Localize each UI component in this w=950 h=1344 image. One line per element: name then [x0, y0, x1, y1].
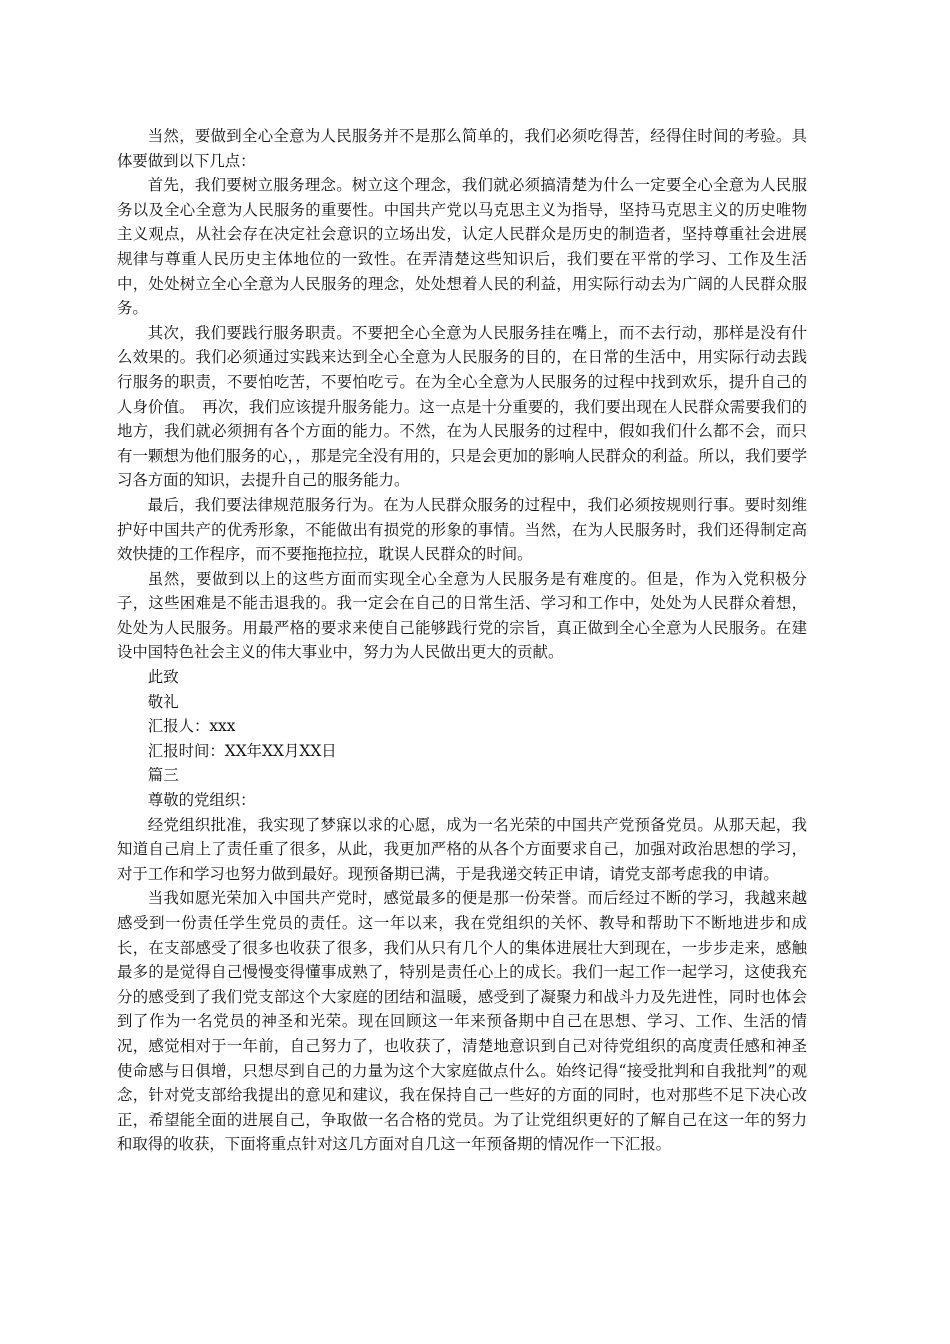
closing-salutation: 此致 — [147, 668, 179, 687]
paragraph-first-point: 首先，我们要树立服务理念。树立这个理念，我们就必须搞清楚为什么一定要全心全意为人民服务以及全心全意为人民服务的重要性。中国共产党以马克思主义为指导，坚持马克思主义的历史唯物主义观点，从社会存在决定社会意识的立场出发，认定人民群众是历史的制造者，坚持尊重社会进展规律与尊重人民历史主体地位的一致性。在弄清楚这些知识后，我们要在平常的学习、工作及生活中，处处树立全心全意为人民服务的理念，处处想着人民的利益，用实际行动去为广阔的人民群众服务。 — [117, 176, 807, 318]
reporter-line: 汇报人：xxx — [147, 717, 236, 736]
greeting-line: 尊敬的党组织： — [147, 791, 256, 810]
section-heading: 篇三 — [147, 766, 179, 785]
document-body — [117, 124, 807, 1157]
paragraph-last-point: 最后，我们要法律规范服务行为。在为人民群众服务的过程中，我们必须按规则行事。要时刻维护好中国共产的优秀形象，不能做出有损党的形象的事情。当然，在为人民服务时，我们还得制定高效快捷的工作程序，而不要拖拖拉拉，耽误人民群众的时间。 — [117, 495, 807, 564]
closing-regards: 敬礼 — [147, 692, 179, 711]
paragraph-conclusion: 虽然，要做到以上的这些方面而实现全心全意为人民服务是有难度的。但是，作为入党积极分子，这些困难是不能击退我的。我一定会在自己的日常生活、学习和工作中，处处为人民群众着想，处处为人民服务。用最严格的要求来使自己能够践行党的宗旨，真正做到全心全意为人民服务。在建设中国特色社会主义的伟大事业中，努力为人民做出更大的贡献。 — [117, 569, 807, 662]
paragraph-second-point: 其次，我们要践行服务职责。不要把全心全意为人民服务挂在嘴上，而不去行动，那样是没有什么效果的。我们必须通过实践来达到全心全意为人民服务的目的，在日常的生活中，用实际行动去践行服务的职责，不要怕吃苦，不要怕吃亏。在为全心全意为人民服务的过程中找到欢乐，提升自己的人身价值。 再次，我们应该提升服务能力。这一点是十分重要的，我们要出现在人民群众需要我们的地方，我们就必须拥有各个方面的能力。不然，在为人民服务的过程中，假如我们什么都不会，而只有一颗想为他们服务的心，，那是完全没有用的，只是会更加的影响人民群众的利益。所以，我们要学习各方面的知识，去提升自己的服务能力。 — [117, 323, 807, 490]
paragraph-reflection: 当我如愿光荣加入中国共产党时，感觉最多的便是那一份荣誉。而后经过不断的学习，我越来越感受到一份责任学生党员的责任。这一年以来，我在党组织的关怀、教导和帮助下不断地进步和成长，在支部感受了很多也收获了很多，我们从只有几个人的集体进展壮大到现在，一步步走来，感触最多的是觉得自己慢慢变得懂事成熟了，特别是责任心上的成长。我们一起工作一起学习，这使我充分的感受到了我们党支部这个大家庭的团结和温暖，感受到了凝聚力和战斗力及先进性，同时也体会到了作为一名党员的神圣和光荣。现在回顾这一年来预备期中自己在思想、学习、工作、生活的情况，感觉相对于一年前，自己努力了，也收获了，清楚地意识到自己对待党组织的高度责任感和神圣使命感与日俱增，只想尽到自己的力量为这个大家庭做点什么。始终记得“接受批判和自我批判”的观念，针对党支部给我提出的意见和建议，我在保持自己一些好的方面的同时，也对那些不足下决心改正，希望能全面的进展自己，争取做一名合格的党员。为了让党组织更好的了解自己在这一年的努力和取得的收获，下面将重点针对这几方面对自几这一年预备期的情况作一下汇报。 — [117, 889, 807, 1154]
paragraph-application: 经党组织批准，我实现了梦寐以求的心愿，成为一名光荣的中国共产党预备党员。从那天起，我知道自己肩上了责任重了很多，从此，我更加严格的从各个方面要求自己，加强对政治思想的学习，对于工作和学习也努力做到最好。现预备期已满，于是我递交转正申请，请党支部考虑我的申请。 — [117, 815, 807, 883]
report-date-line: 汇报时间：XX年XX月XX日 — [147, 741, 337, 760]
paragraph-intro: 当然，要做到全心全意为人民服务并不是那么简单的，我们必须吃得苦，经得住时间的考验。具体要做到以下几点： — [117, 127, 807, 170]
